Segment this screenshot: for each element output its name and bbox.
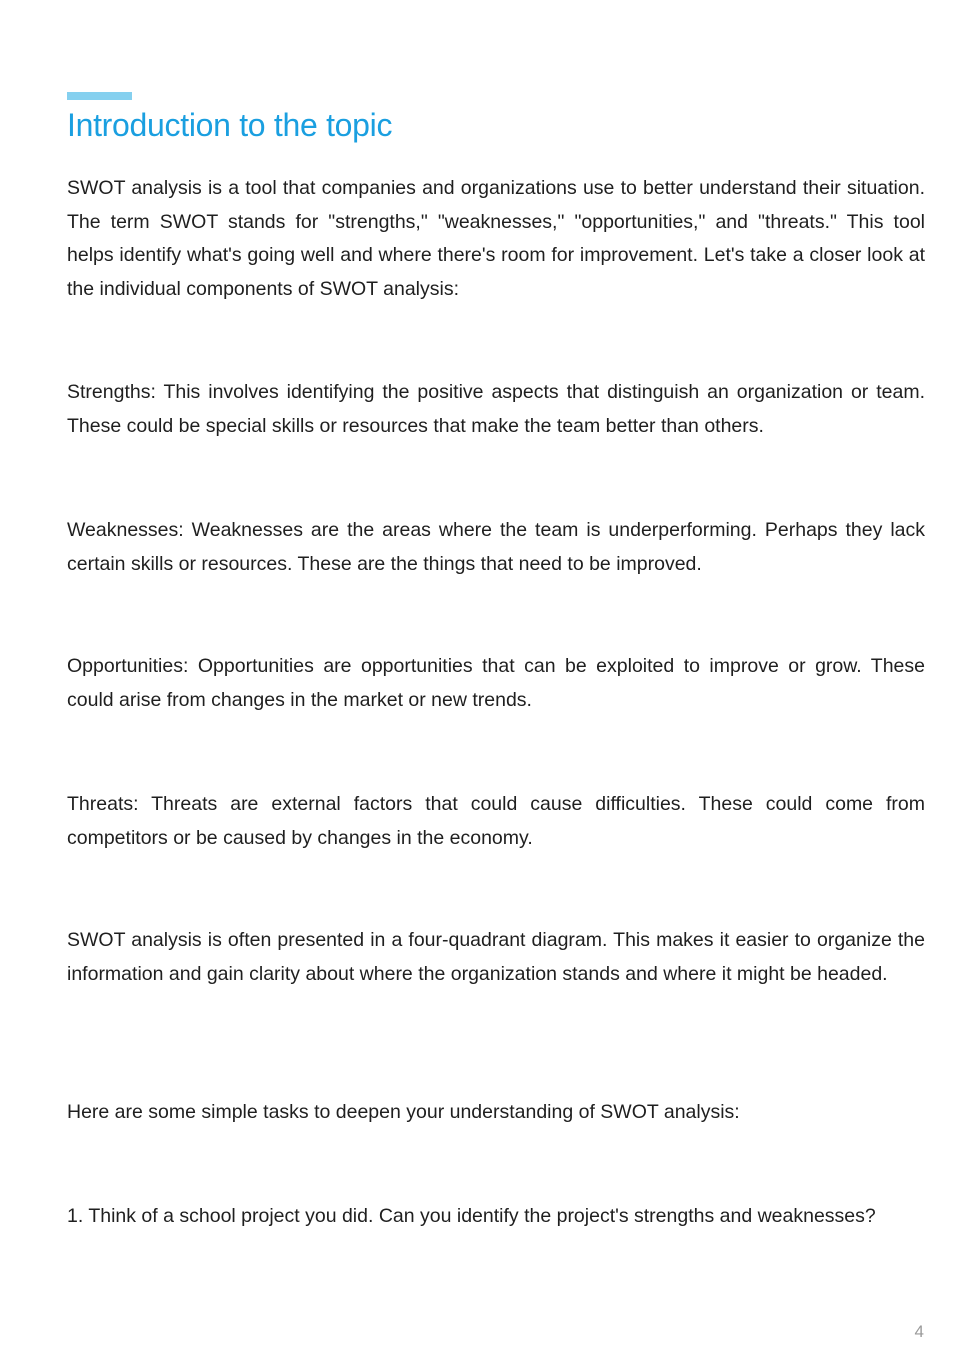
weaknesses-paragraph: Weaknesses: Weaknesses are the areas where the team is underperforming. Perhaps they lack certain skills or resources. These are the things that need to be improved. xyxy=(67,519,925,575)
intro-paragraph: SWOT analysis is a tool that companies and organizations use to better understand their situation. The term SWOT stands for "strengths," "weaknesses," "opportunities," and "threats." This tool helps identify what's going well and where there's room for improvement. Let's take a closer look at the individual components of SWOT analysis: xyxy=(67,177,925,300)
heading-accent-bar xyxy=(67,92,132,100)
task-1-paragraph: 1. Think of a school project you did. Can you identify the project's strengths and weaknesses? xyxy=(67,1205,876,1227)
threats-paragraph: Threats: Threats are external factors that could cause difficulties. These could come from competitors or be caused by changes in the economy. xyxy=(67,793,925,849)
opportunities-paragraph: Opportunities: Opportunities are opportunities that can be exploited to improve or grow. These could arise from changes in the market or new trends. xyxy=(67,655,925,711)
tasks-intro-paragraph: Here are some simple tasks to deepen your understanding of SWOT analysis: xyxy=(67,1101,740,1123)
section-heading: Introduction to the topic xyxy=(67,107,393,143)
page-number: 4 xyxy=(914,1322,924,1341)
strengths-paragraph: Strengths: This involves identifying the positive aspects that distinguish an organization or team. These could be special skills or resources that make the team better than others. xyxy=(67,381,925,437)
diagram-paragraph: SWOT analysis is often presented in a four-quadrant diagram. This makes it easier to organize the information and gain clarity about where the organization stands and where it might be headed. xyxy=(67,929,925,985)
